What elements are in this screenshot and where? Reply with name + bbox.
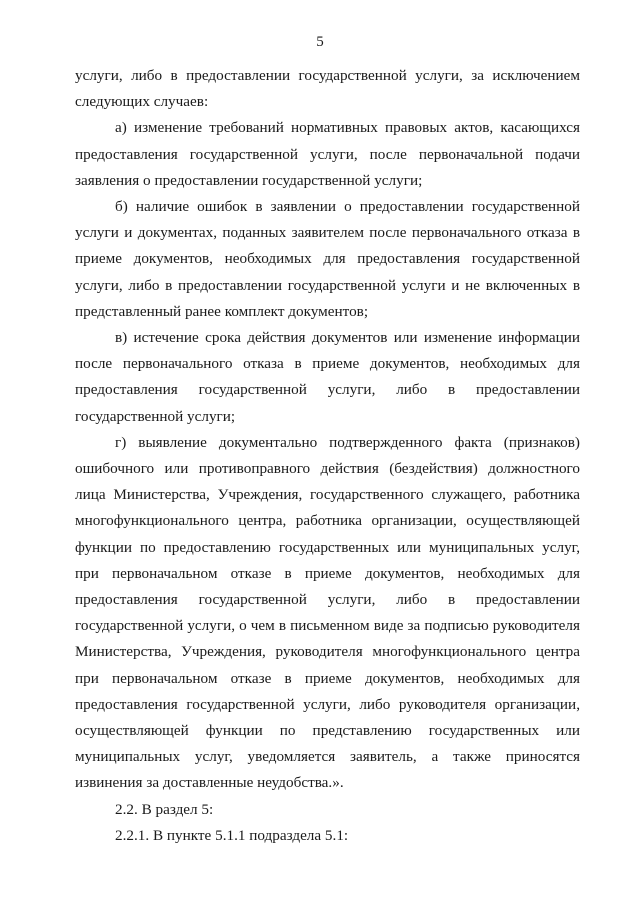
paragraph-section-2-2-1: 2.2.1. В пункте 5.1.1 подраздела 5.1: bbox=[115, 826, 349, 844]
paragraph-item-b: б) наличие ошибок в заявлении о предоставлении государственной услуги и документах, поданных заявителем после первоначального отказа в приеме документов, необходимых для предоставления государственной услуги, либо в предоставлении государственной услуги и не включенных в представленный ранее комплект документов; bbox=[75, 198, 580, 320]
paragraph-continuation: услуги, либо в предоставлении государственной услуги, за исключением следующих случаев: bbox=[75, 67, 580, 111]
paragraph-section-2-2: 2.2. В раздел 5: bbox=[115, 800, 214, 818]
paragraph-item-v: в) истечение срока действия документов или изменение информации после первоначального отказа в приеме документов, необходимых для предоставления государственной услуги, либо в предоставлении государственной услуги; bbox=[75, 329, 580, 425]
page-number: 5 bbox=[316, 34, 324, 50]
paragraph-item-g: г) выявление документально подтвержденного факта (признаков) ошибочного или противоправного действия (бездействия) должностного лица Министерства, Учреждения, государственного служащего, работника многофункционального центра, работника организации, осуществляющей функции по предоставлению государственных или муниципальных услуг, при первоначальном отказе в приеме документов, необходимых для предоставления государственной услуги, либо в предоставлении государственной услуги, о чем в письменном виде за подписью руководителя Министерства, Учреждения, руководителя многофункционального центра при первоначальном отказе в приеме документов, необходимых для предоставления государственной услуги, либо руководителя организации, осуществляющей функции по представлению государственных или муниципальных услуг, уведомляется заявитель, а также приносятся извинения за доставленные неудобства.». bbox=[75, 433, 580, 792]
paragraph-item-a: а) изменение требований нормативных правовых актов, касающихся предоставления государственной услуги, после первоначальной подачи заявления о предоставлении государственной услуги; bbox=[75, 119, 580, 189]
body-text bbox=[75, 63, 580, 849]
